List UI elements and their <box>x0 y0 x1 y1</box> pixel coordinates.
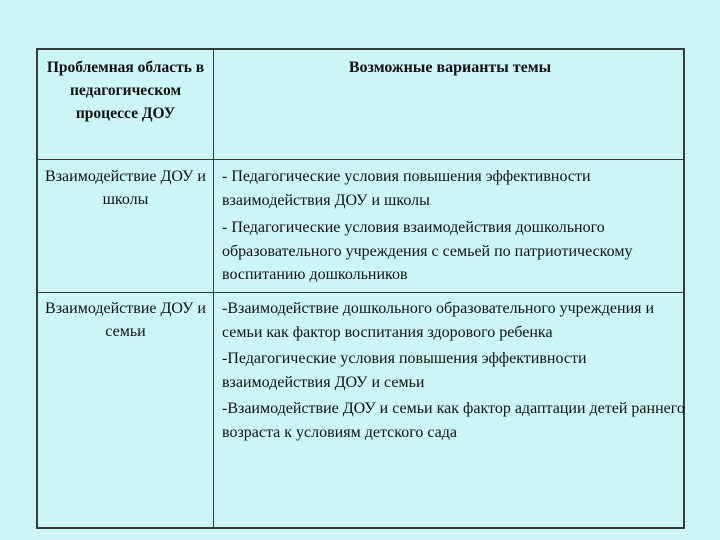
header-divider <box>38 159 683 160</box>
header-problem-area-text: Проблемная область в педагогическом процессе ДОУ <box>46 59 205 122</box>
row-2-topic-2: -Педагогические условия повышения эффективности взаимодействия ДОУ и семьи <box>222 350 587 391</box>
header-topic-variants <box>215 56 685 80</box>
row-2-topic-1: -Взаимодействие дошкольного образовательного учреждения и семьи как фактор воспитания здорового ребенка <box>222 300 655 341</box>
row-2-area <box>38 297 213 343</box>
row-1-topic-2: - Педагогические условия взаимодействия дошкольного образовательного учреждения с семьей по патриотическому воспитанию дошкольников <box>222 219 633 283</box>
row-2-topic-3: -Взаимодействие ДОУ и семьи как фактор адаптации детей раннего возраста к условиям детского сада <box>222 400 685 441</box>
row-divider <box>38 292 683 293</box>
header-problem-area <box>38 56 213 125</box>
row-1-topic-1: - Педагогические условия повышения эффективности взаимодействия ДОУ и школы <box>222 168 591 209</box>
row-2-topics <box>215 297 685 447</box>
column-divider <box>213 50 214 527</box>
row-1-area <box>38 165 213 211</box>
header-topic-variants-text: Возможные варианты темы <box>348 59 552 76</box>
row-1-topics <box>215 165 685 291</box>
row-1-area-text: Взаимодействие ДОУ и школы <box>45 168 206 208</box>
row-2-area-text: Взаимодействие ДОУ и семьи <box>45 300 206 340</box>
topics-table <box>36 48 685 529</box>
